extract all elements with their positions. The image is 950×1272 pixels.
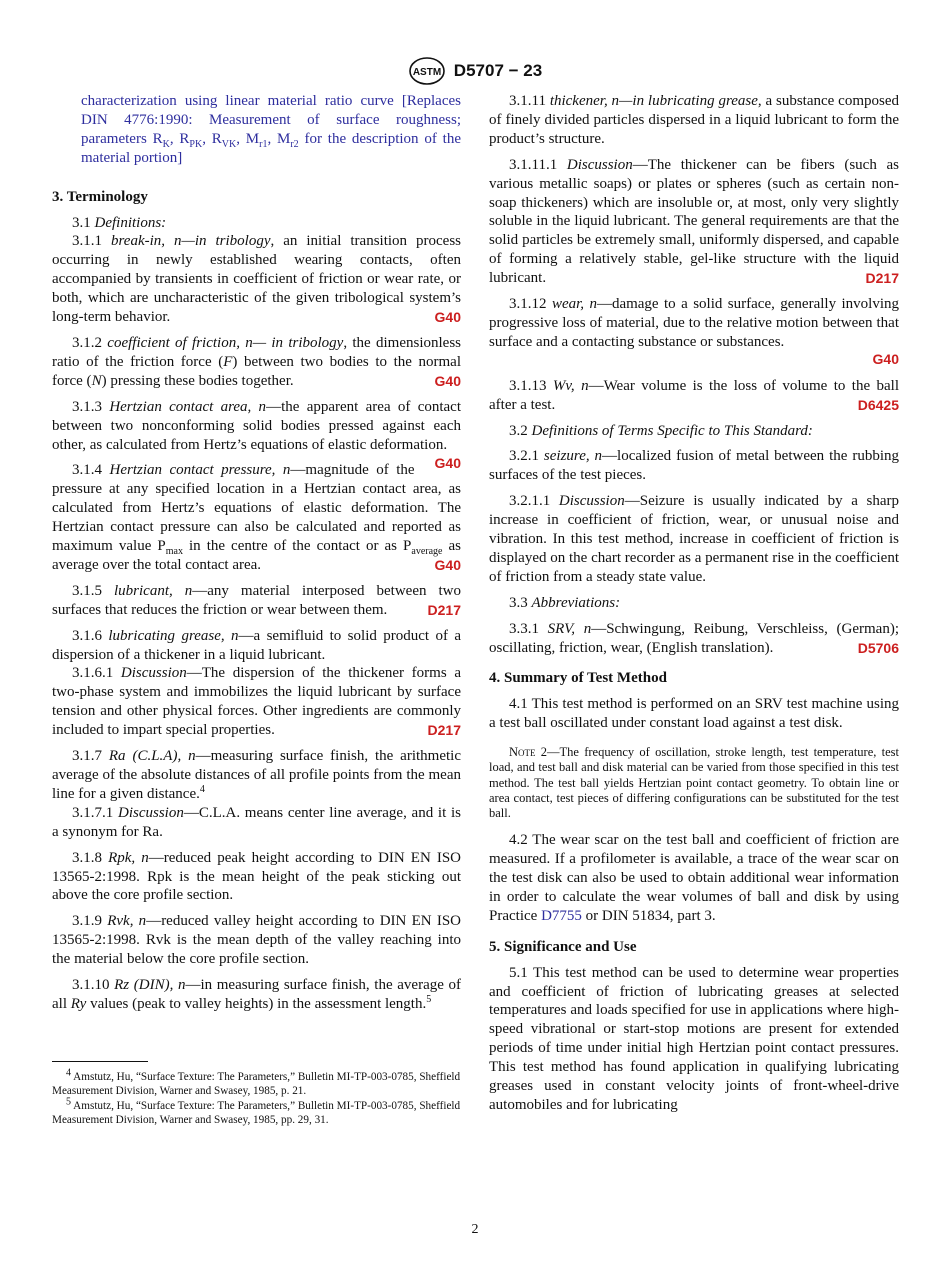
ref-link-d217[interactable]: D217 bbox=[427, 722, 461, 739]
ref-link-d6425[interactable]: D6425 bbox=[857, 396, 899, 413]
ref-link-g40[interactable]: G40 bbox=[434, 455, 461, 472]
para-4-2: 4.2 The wear scar on the test ball and coefficient of friction are measured. If a profilometer is available, a trace of the wear scar on the test disk can also be used to obtain additional wear information in order to calculate the wear volumes of ball and disk by using Practice D7755 or DIN 51834, part 3. bbox=[489, 832, 899, 924]
ref-link-g40[interactable]: G40 bbox=[434, 372, 461, 389]
ref-link-g40[interactable]: G40 bbox=[434, 556, 461, 573]
astm-logo-icon bbox=[408, 56, 446, 86]
note-2: Note 2—The frequency of oscillation, stroke length, test temperature, test load, and test ball and disk material can be varied from those specified in this test method. The test ball yields Hertzian point contact geometry. To obtain line or area contact, test pieces of differing configurations can be substituted for the test ball. bbox=[489, 745, 899, 820]
para-3-1-12-ref bbox=[489, 350, 899, 370]
ref-link-d5706[interactable]: D5706 bbox=[857, 639, 899, 656]
footnote-ref-4: 4 bbox=[199, 783, 205, 795]
left-column bbox=[52, 92, 461, 1021]
para-3-1-6: 3.1.6 lubricating grease, n—a semifluid to solid product of a dispersion of a thickener in a liquid lubricant. bbox=[52, 627, 461, 663]
continued-reference: characterization using linear material ratio curve [Replaces DIN 4776:1990: Measurement of surface roughness; parameters $R_K$, $R_{PK}$, $R_{VK}$, $M_{r1}$, $M_{r2}$ for the description of the material portion] bbox=[81, 93, 461, 166]
para-3-3: 3.3 Abbreviations: bbox=[509, 594, 621, 611]
section-heading-terminology: 3. Terminology bbox=[52, 188, 148, 205]
footnotes bbox=[52, 1067, 461, 1128]
right-column bbox=[489, 92, 899, 1122]
para-3-1-7-1: 3.1.7.1 Discussion—C.L.A. means center line average, and it is a synonym for Ra. bbox=[52, 804, 461, 840]
para-3-2: 3.2 Definitions of Terms Specific to This Standard: bbox=[509, 422, 813, 439]
para-3-1-11: 3.1.11 thickener, n—in lubricating grease, a substance composed of finely divided particles dispersed in a liquid lubricant to form the product’s structure. bbox=[489, 93, 900, 147]
para-3-1-9: 3.1.9 Rvk, n—reduced valley height according to DIN EN ISO 13565-2:1998. Rvk is the mean depth of the valley reaching into the material below the core profile section. bbox=[52, 913, 461, 968]
section-heading-significance: 5. Significance and Use bbox=[489, 938, 637, 955]
page-number: 2 bbox=[471, 1222, 479, 1237]
para-3-1-2: 3.1.2 coefficient of friction, n— in tribology, the dimensionless ratio of the friction force (F) between two bodies to the normal force (N) pressing these bodies together. G40 bbox=[52, 334, 461, 389]
ref-link-d217[interactable]: D217 bbox=[865, 270, 899, 287]
page-header bbox=[0, 56, 950, 86]
para-3-1-10: 3.1.10 Rz (DIN), n—in measuring surface finish, the average of all Ry values (peak to valley heights) in the assessment length.$^5$ bbox=[52, 977, 461, 1012]
section-heading-summary: 4. Summary of Test Method bbox=[489, 670, 667, 687]
para-3-1-5: 3.1.5 lubricant, n—any material interposed between two surfaces that reduces the friction or wear between them. D217 bbox=[52, 582, 461, 618]
para-3-1-7: 3.1.7 Ra (C.L.A), n—measuring surface finish, the arithmetic average of the absolute distances of all profile points from the mean line for a given distance.$^4$ bbox=[52, 748, 461, 802]
para-3-1-6-1: 3.1.6.1 Discussion—The dispersion of the thickener forms a two-phase system and immobilizes the liquid lubricant by surface tension and other physical forces. Other ingredients are commonly included to impart special properties. D217 bbox=[52, 665, 462, 739]
footnote-4: $^4$ Amstutz, Hu, “Surface Texture: The Parameters,” Bulletin MI-TP-003-0785, Sheffield Measurement Division, Warner and Swasey, 1985, p. 21. bbox=[52, 1067, 461, 1097]
footnote-5: $^5$ Amstutz, Hu, “Surface Texture: The Parameters,” Bulletin MI-TP-003-0785, Sheffield Measurement Division, Warner and Swasey, 1985, pp. 29, 31. bbox=[52, 1096, 461, 1126]
ref-link-g40[interactable]: G40 bbox=[872, 350, 899, 367]
para-3-2-1: 3.2.1 seizure, n—localized fusion of metal between the rubbing surfaces of the test pieces. bbox=[489, 448, 899, 484]
para-5-1: 5.1 This test method can be used to determine wear properties and coefficient of friction of lubricating greases at selected temperatures and loads specified for use in applications where high-speed vibrational or start-stop motions are present for extended periods of time under initial high Hertzian point contact pressures. This test method has found application in qualifying lubricating greases used in constant velocity joints of front-wheel-drive automobiles and for lubricating bbox=[489, 964, 899, 1113]
astm-logo-text: ASTM bbox=[412, 67, 441, 78]
para-3-1-4: 3.1.4 Hertzian contact pressure, n—magnitude of the pressure at any specified location in a Hertzian contact area, as calculated from Hertz’s equations of elastic deformation. The Hertzian contact pressure can also be calculated and reported as maximum value $P_{max}$ in the centre of the contact or as $P_{average}$ as average over the total contact area. G40 bbox=[52, 462, 462, 573]
para-3-1-3: 3.1.3 Hertzian contact area, n—the apparent area of contact between two nonconforming solid bodies pressed against each other, as calculated from Hertz’s equations of elastic deformation. G40 bbox=[52, 398, 462, 472]
para-3-2-1-1: 3.2.1.1 Discussion—Seizure is usually indicated by a sharp increase in coefficient of friction, wear, or unusual noise and vibration. In this test method, increase in coefficient of friction is displayed on the chart recorder as a permanent rise in the coefficient of friction from a steady state value. bbox=[489, 493, 900, 585]
designation: D5707 − 23 bbox=[453, 61, 543, 80]
ref-link-d7755[interactable]: D7755 bbox=[541, 907, 582, 924]
para-3-1-8: 3.1.8 Rpk, n—reduced peak height according to DIN EN ISO 13565-2:1998. Rpk is the mean height of the peak sticking out above the core profile section. bbox=[52, 849, 462, 904]
para-3-1-11-1: 3.1.11.1 Discussion—The thickener can be fibers (such as various metallic soaps) or plates or spheres (such as certain non-soap thickeners) which are insoluble or, at most, only very slightly soluble in the liquid lubricant. The general requirements are that the solid particles be extremely small, uniformly dispersed, and capable of forming a relatively stable, gel-like structure with the liquid lubricant. D217 bbox=[489, 156, 899, 287]
para-3-1-13: 3.1.13 Wv, n—Wear volume is the loss of volume to the ball after a test. D6425 bbox=[489, 377, 899, 413]
para-4-1: 4.1 This test method is performed on an SRV test machine using a test ball oscillated under constant load against a test disk. bbox=[489, 696, 899, 732]
para-3-1-12: 3.1.12 wear, n—damage to a solid surface, generally involving progressive loss of material, due to the relative motion between that surface and a contacting substance or substances. bbox=[489, 296, 900, 350]
para-3-3-1: 3.3.1 SRV, n—Schwingung, Reibung, Verschleiss, (German); oscillating, friction, wear, (English translation). D5706 bbox=[489, 620, 899, 656]
ref-link-g40[interactable]: G40 bbox=[434, 309, 461, 326]
footnote-ref-5: 5 bbox=[426, 993, 432, 1005]
ref-link-d217[interactable]: D217 bbox=[427, 601, 461, 618]
para-3-1-1: 3.1.1 break-in, n—in tribology, an initial transition process occurring in newly established wearing contacts, often accompanied by transients in coefficient of friction or wear rate, or both, which are uncharacteristic of the given tribological system’s long-term behavior. G40 bbox=[52, 233, 462, 326]
para-3-1: 3.1 Definitions: bbox=[72, 214, 167, 231]
footnote-divider bbox=[52, 1061, 148, 1062]
